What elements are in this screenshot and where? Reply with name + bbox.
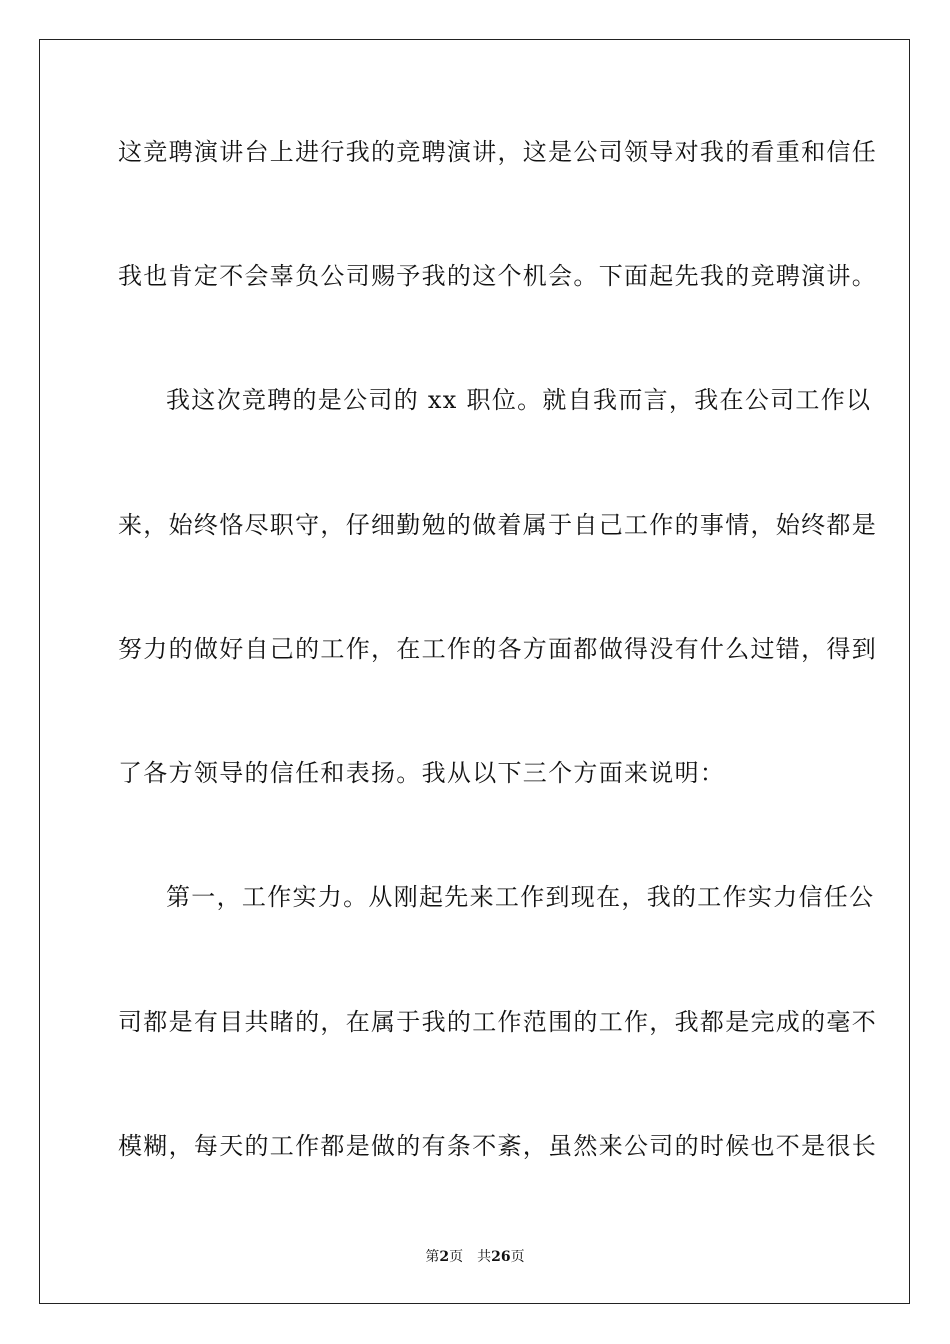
page-number: 2	[439, 1249, 450, 1265]
text-line-1: 这竞聘演讲台上进行我的竞聘演讲，这是公司领导对我的看重和信任	[118, 138, 877, 166]
total-prefix: 共	[477, 1249, 492, 1265]
total-suffix: 页	[510, 1249, 525, 1265]
text-line-9: 模糊，每天的工作都是做的有条不紊，虽然来公司的时候也不是很长	[118, 1132, 877, 1160]
page-footer	[0, 1248, 950, 1266]
text-line-6: 了各方领导的信任和表扬。我从以下三个方面来说明：	[118, 759, 726, 787]
text-line-8: 司都是有目共睹的，在属于我的工作范围的工作，我都是完成的毫不	[118, 1008, 877, 1036]
text-line-7: 第一，工作实力。从刚起先来工作到现在，我的工作实力信任公	[166, 883, 875, 911]
text-line-3: 我这次竞聘的是公司的 xx 职位。就自我而言，我在公司工作以	[166, 386, 872, 414]
page-suffix: 页	[449, 1249, 464, 1265]
page-prefix: 第	[425, 1249, 440, 1265]
total-pages: 26	[491, 1249, 511, 1265]
text-line-2: 我也肯定不会辜负公司赐予我的这个机会。下面起先我的竞聘演讲。	[118, 262, 877, 290]
text-line-4: 来，始终恪尽职守，仔细勤勉的做着属于自己工作的事情，始终都是	[118, 511, 877, 539]
text-line-5: 努力的做好自己的工作，在工作的各方面都做得没有什么过错，得到	[118, 635, 877, 663]
page-border	[39, 39, 910, 1304]
